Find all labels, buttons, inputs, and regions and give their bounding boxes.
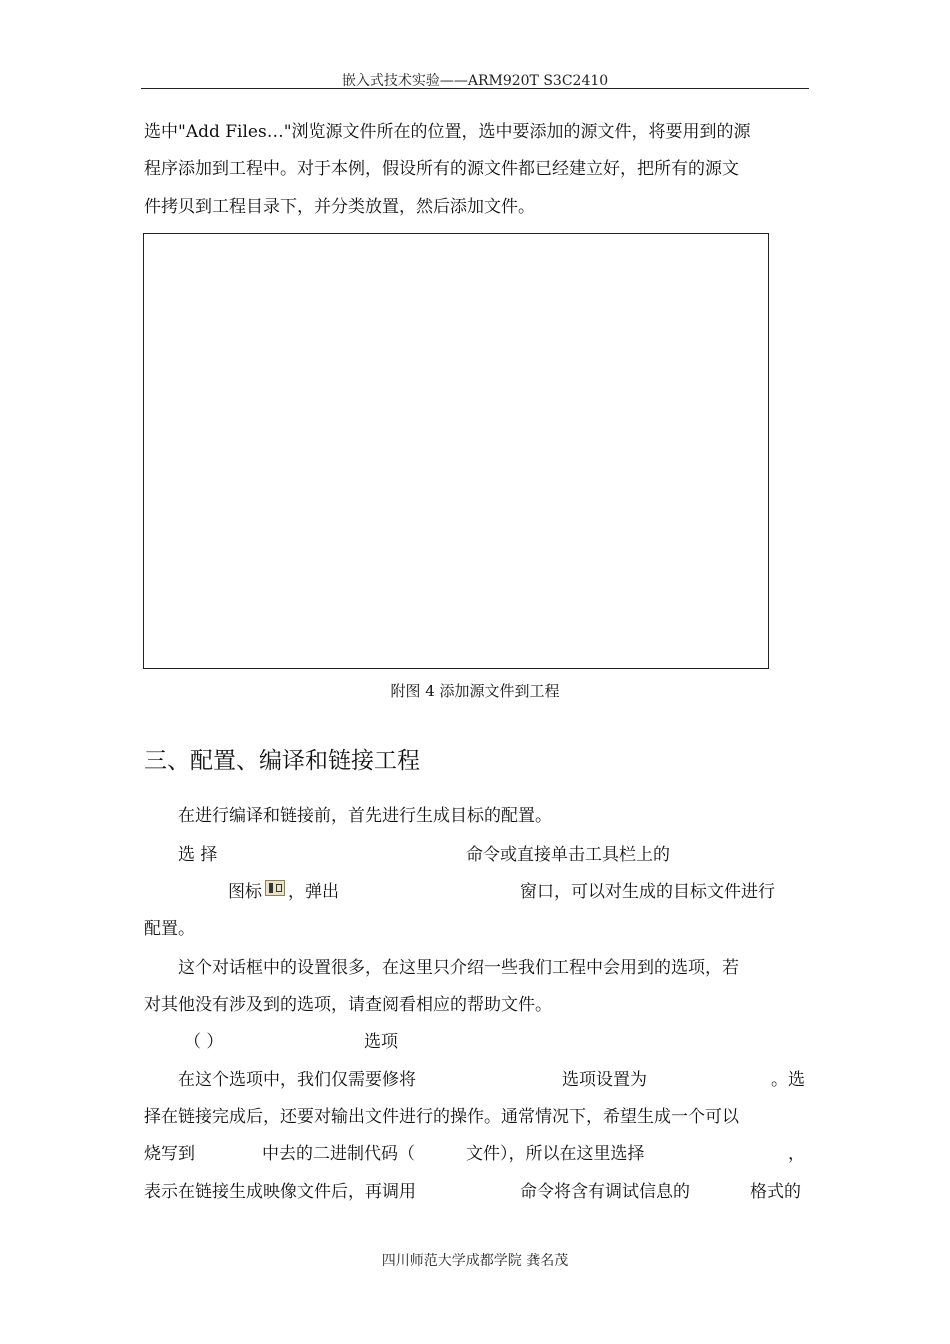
- intro-line-2: 程序添加到工程中。对于本例，假设所有的源文件都已经建立好，把所有的源文: [144, 159, 739, 179]
- paragraph-9-comma: ，: [788, 1144, 805, 1164]
- intro-line-3: 件拷贝到工程目录下，并分类放置，然后添加文件。: [144, 197, 535, 217]
- paragraph-4: 配置。: [144, 919, 195, 939]
- subsection-title: 选项: [364, 1032, 398, 1052]
- section-title: 三、配置、编译和链接工程: [144, 748, 420, 774]
- paragraph-8: 择在链接完成后，还要对输出文件进行的操作。通常情况下，希望生成一个可以: [144, 1107, 739, 1127]
- paragraph-2-end: 命令或直接单击工具栏上的: [466, 845, 670, 865]
- paragraph-5-line-1: 这个对话框中的设置很多，在这里只介绍一些我们工程中会用到的选项，若: [178, 958, 739, 978]
- paragraph-9-binary: 中去的二进制代码（: [262, 1144, 415, 1164]
- figure-image-placeholder: [143, 233, 769, 669]
- paragraph-7-middle: 选项设置为: [562, 1070, 647, 1090]
- header-rule: [141, 88, 809, 89]
- paragraph-7-end: 。选: [771, 1070, 805, 1090]
- paragraph-10-middle: 命令将含有调试信息的: [520, 1182, 690, 1202]
- paragraph-9-start: 烧写到: [144, 1144, 195, 1164]
- paragraph-3-popup: ，弹出: [288, 882, 339, 902]
- target-settings-icon: [265, 880, 285, 896]
- paragraph-3-end: 窗口，可以对生成的目标文件进行: [520, 882, 775, 902]
- subsection-number: （ ）: [184, 1032, 224, 1052]
- paragraph-9-choice: 文件），所以在这里选择: [466, 1144, 645, 1164]
- intro-line-1: 选中"Add Files…"浏览源文件所在的位置，选中要添加的源文件，将要用到的源: [144, 122, 751, 142]
- paragraph-5-line-2: 对其他没有涉及到的选项，请查阅看相应的帮助文件。: [144, 995, 552, 1015]
- paragraph-7-start: 在这个选项中，我们仅需要修将: [178, 1070, 416, 1090]
- figure-caption: 附图 4 添加源文件到工程: [390, 682, 560, 700]
- page-header: 嵌入式技术实验——ARM920T S3C2410: [341, 73, 609, 89]
- paragraph-10-start: 表示在链接生成映像文件后，再调用: [144, 1182, 416, 1202]
- page-footer: 四川师范大学成都学院 龚名茂: [381, 1253, 569, 1269]
- paragraph-2-start: 选 择: [178, 845, 218, 865]
- paragraph-3-icon-label: 图标: [228, 882, 262, 902]
- paragraph-1: 在进行编译和链接前，首先进行生成目标的配置。: [178, 806, 552, 826]
- paragraph-10-end: 格式的: [750, 1182, 801, 1202]
